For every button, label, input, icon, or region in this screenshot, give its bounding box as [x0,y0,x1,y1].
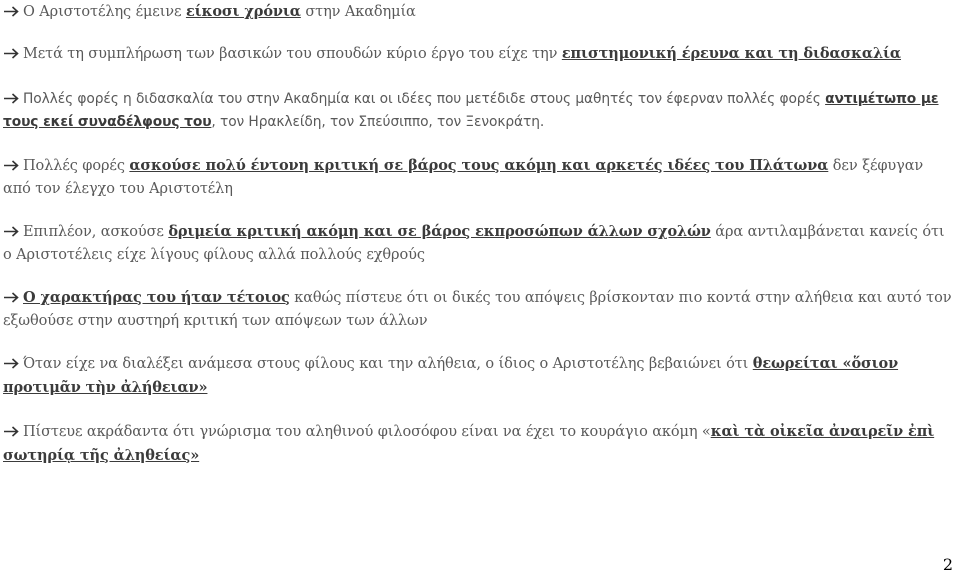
page-number: 2 [942,555,953,574]
bullet-text: Ο Αριστοτέλης έμεινε [23,4,186,20]
bullet-text: δεν ξέφυγαν από τον έλεγχο του Αριστοτέλη [3,158,924,197]
bullet-2 [3,42,953,66]
bullet-text: Πολλές φορές η διδασκαλία του στην Ακαδημία και οι ιδέες που μετέδιδε στους μαθητές τον έφερναν πολλές φορές [23,91,826,107]
arrow-right-icon [3,292,20,303]
bullet-emphasis: αντιμέτωπο με τους εκεί συναδέλφους του [3,91,939,130]
bullet-8 [3,420,953,468]
arrow-right-icon [3,93,20,104]
bullet-text: στην Ακαδημία [300,4,416,20]
arrow-right-icon [3,226,20,237]
bullet-text: άρα αντιλαμβάνεται κανείς ότι ο Αριστοτέλεις είχε λίγους φίλους αλλά πολλούς εχθρούς [3,224,945,263]
arrow-right-icon [3,6,20,17]
bullet-emphasis: δριμεία κριτική ακόμη και σε βάρος εκπροσώπων άλλων σχολών [168,223,711,240]
bullet-text: Πολλές φορές [23,158,130,174]
bullet-text: Όταν είχε να διαλέξει ανάμεσα στους φίλους και την αλήθεια, ο ίδιος ο Αριστοτέλης βεβαιώνει ότι [23,356,753,372]
arrow-right-icon [3,358,20,369]
bullet-emphasis: θεωρείται «ὅσιον προτιμᾶν τὴν ἀλήθειαν» [3,355,899,396]
bullet-emphasis: επιστημονική έρευνα και τη διδασκαλία [561,45,901,62]
bullet-3 [3,88,953,134]
bullet-emphasis: Ο χαρακτήρας του ήταν τέτοιος [23,289,290,306]
bullet-6 [3,286,953,333]
bullet-text: , τον Ηρακλείδη, τον Σπεύσιππο, τον Ξενοκράτη. [211,114,545,130]
bullet-emphasis: είκοσι χρόνια [185,3,301,20]
bullet-text: Πίστευε ακράδαντα ότι γνώρισμα του αληθινού φιλοσόφου είναι να έχει το κουράγιο ακόμη « [23,424,711,440]
bullet-5 [3,220,953,267]
bullet-7 [3,352,953,400]
bullet-emphasis: καὶ τὰ οἰκεῖα ἀναιρεῖν ἐπὶ σωτηρίᾳ τῆς ἀληθείας» [3,423,935,464]
bullet-text: Μετά τη συμπλήρωση των βασικών του σπουδών κύριο έργο του είχε την [23,46,562,62]
bullet-emphasis: ασκούσε πολύ έντονη κριτική σε βάρος τους ακόμη και αρκετές ιδέες του Πλάτωνα [129,157,829,174]
arrow-right-icon [3,160,20,171]
bullet-text: καθώς πίστευε ότι οι δικές του απόψεις βρίσκονταν πιο κοντά στην αλήθεια και αυτό τον εξωθούσε στην αυστηρή κριτική των απόψεων των άλλων [3,290,952,329]
arrow-right-icon [3,48,20,59]
bullet-1 [3,0,953,24]
bullet-text: Επιπλέον, ασκούσε [23,224,169,240]
arrow-right-icon [3,426,20,437]
bullet-4 [3,154,953,201]
